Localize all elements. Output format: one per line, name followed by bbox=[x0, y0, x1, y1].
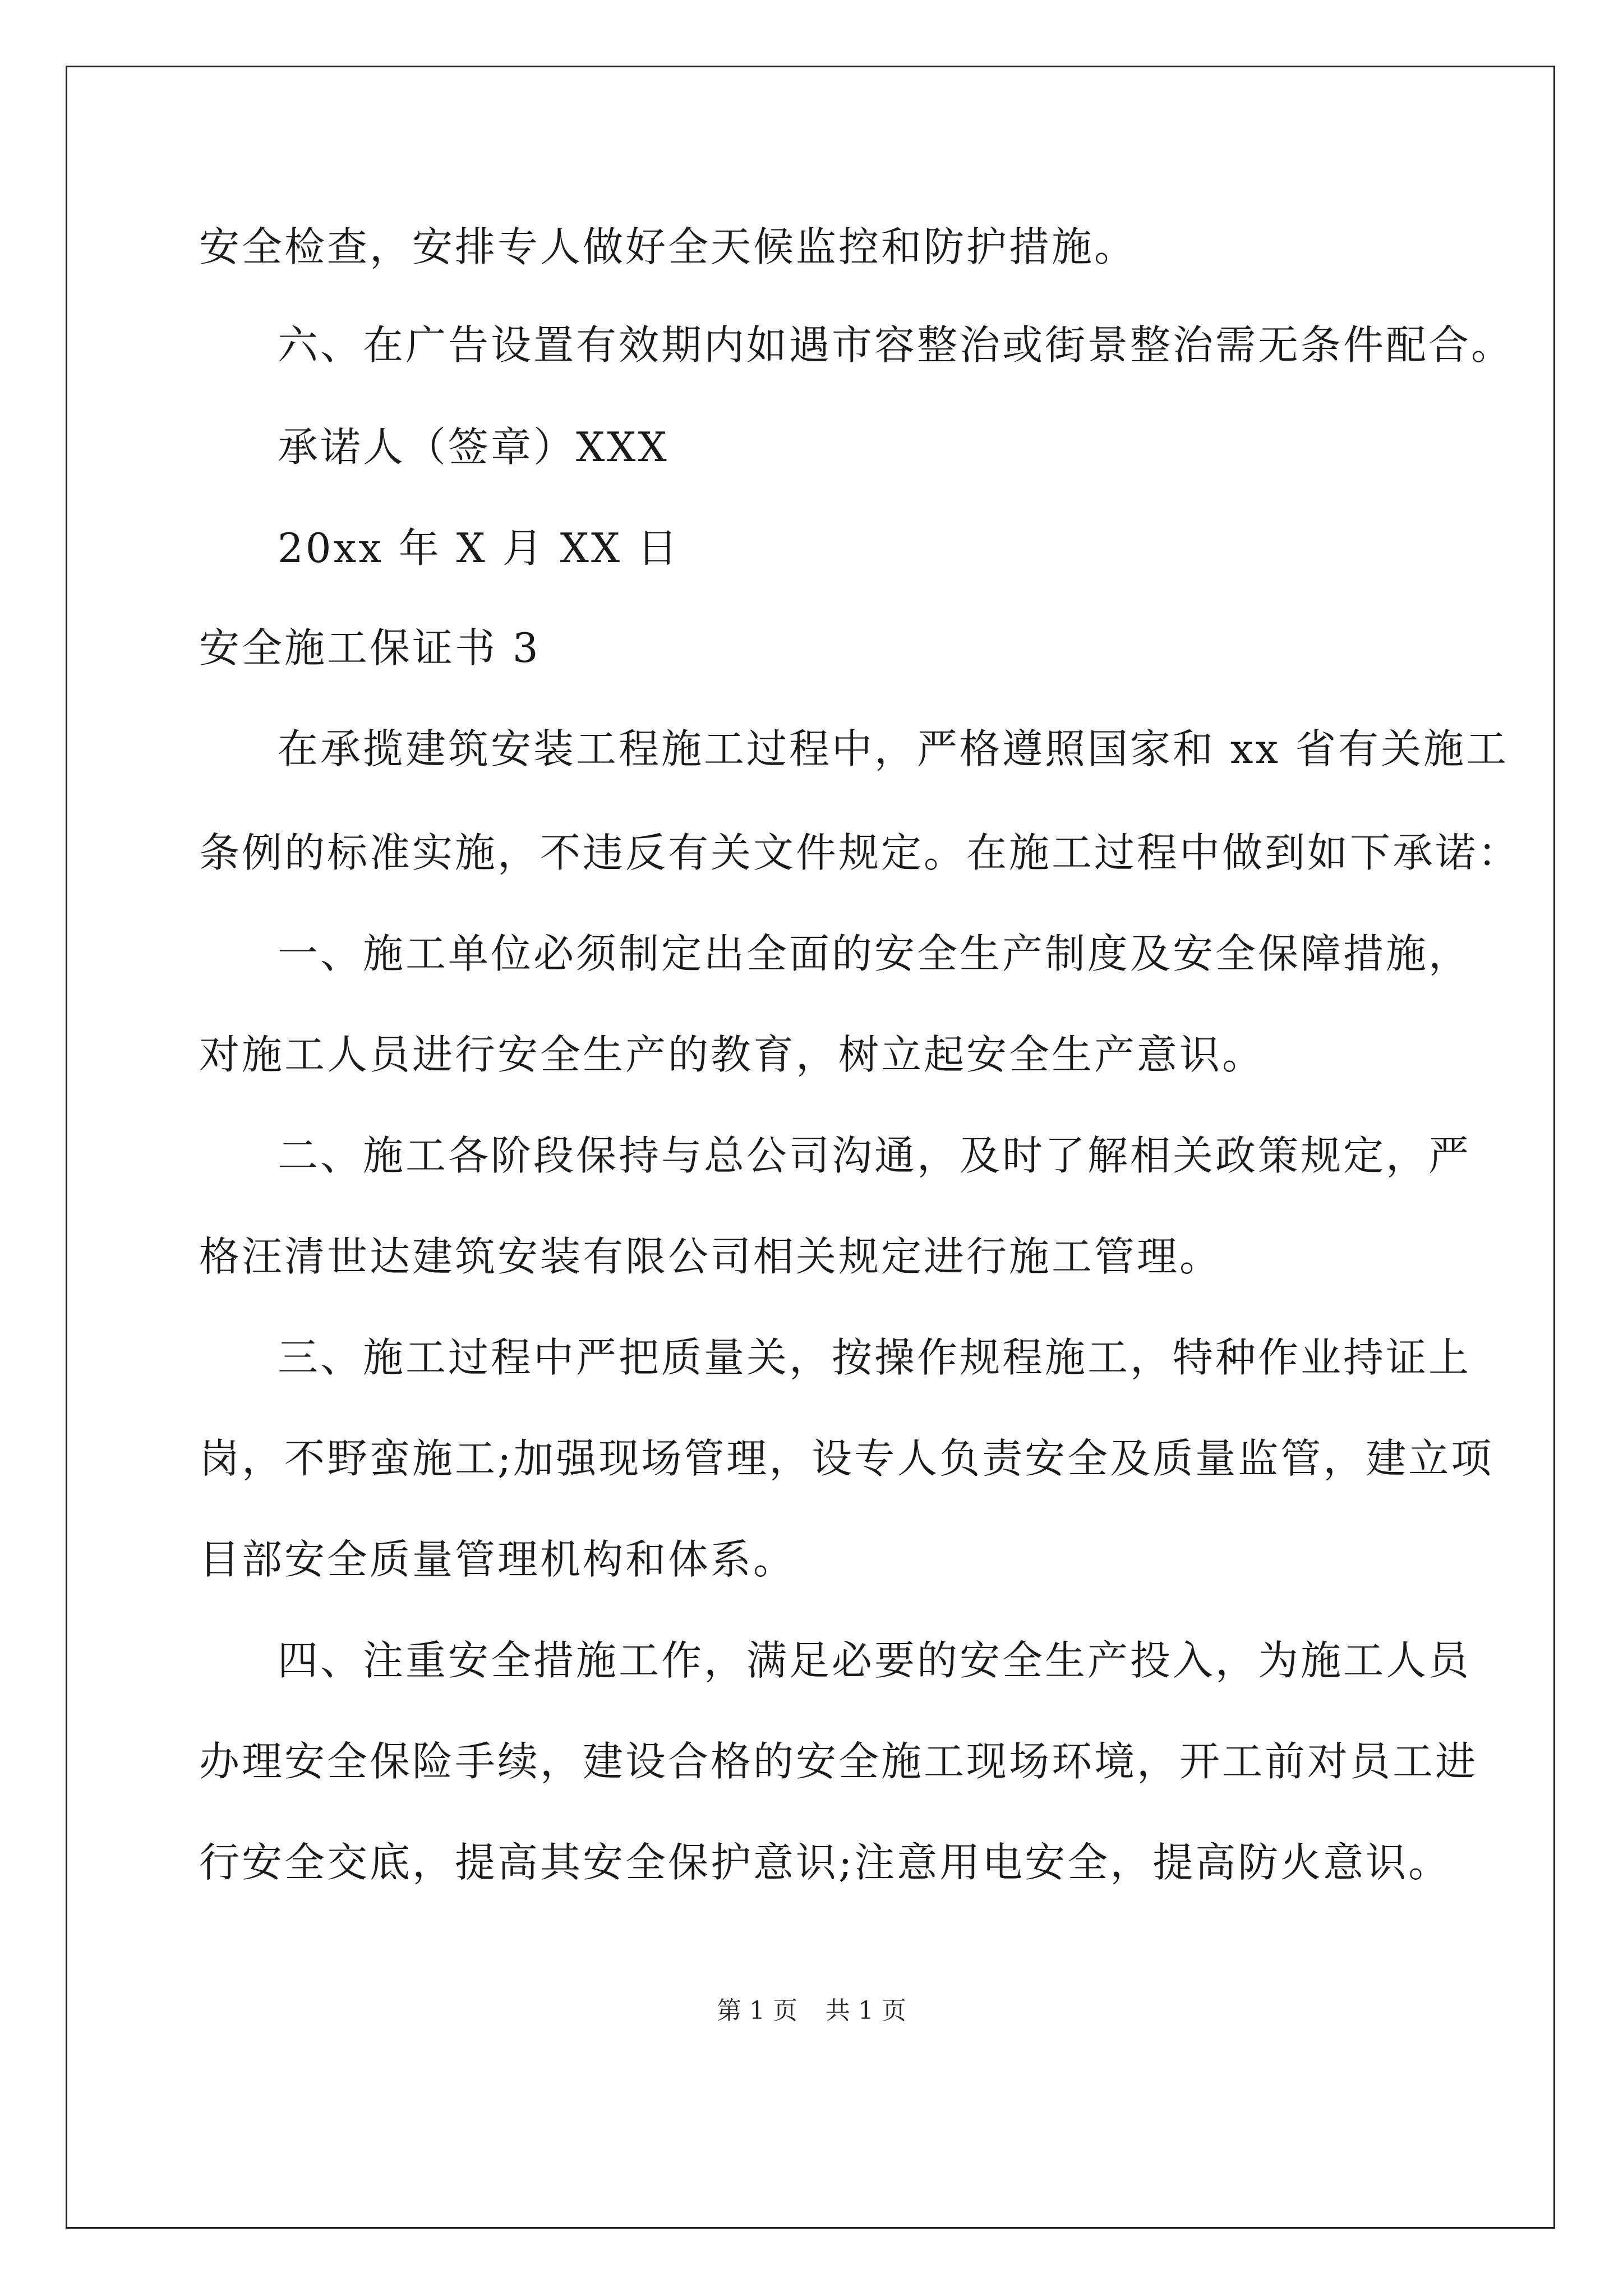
body-line: 办理安全保险手续，建设合格的安全施工现场环境，开工前对员工进 bbox=[199, 1738, 1478, 1785]
body-line: 格汪清世达建筑安装有限公司相关规定进行施工管理。 bbox=[199, 1233, 1223, 1280]
section-heading: 安全施工保证书 3 bbox=[199, 624, 541, 671]
body-line: 安全检查，安排专人做好全天候监控和防护措施。 bbox=[199, 223, 1137, 270]
body-line: 目部安全质量管理机构和体系。 bbox=[199, 1536, 796, 1583]
body-line: 四、注重安全措施工作，满足必要的安全生产投入，为施工人员 bbox=[278, 1637, 1472, 1684]
signature-line: 承诺人（签章）XXX bbox=[278, 424, 669, 471]
body-line: 一、施工单位必须制定出全面的安全生产制度及安全保障措施， bbox=[278, 930, 1472, 977]
page-number: 第 1 页 bbox=[717, 1996, 797, 2025]
body-line: 行安全交底，提高其安全保护意识;注意用电安全，提高防火意识。 bbox=[199, 1839, 1451, 1886]
body-line: 六、在广告设置有效期内如遇市容整治或街景整治需无条件配合。 bbox=[278, 321, 1514, 369]
body-line: 岗，不野蛮施工;加强现场管理，设专人负责安全及质量监管，建立项 bbox=[199, 1435, 1494, 1482]
body-line: 对施工人员进行安全生产的教育，树立起安全生产意识。 bbox=[199, 1031, 1265, 1078]
date-line: 20xx 年 X 月 XX 日 bbox=[278, 524, 680, 572]
body-line: 三、施工过程中严把质量关，按操作规程施工，特种作业持证上 bbox=[278, 1334, 1472, 1381]
body-line: 在承揽建筑安装工程施工过程中，严格遵照国家和 xx 省有关施工 bbox=[278, 725, 1509, 772]
page-footer bbox=[0, 1994, 1623, 2028]
body-line: 二、施工各阶段保持与总公司沟通，及时了解相关政策规定，严 bbox=[278, 1132, 1472, 1179]
body-line: 条例的标准实施，不违反有关文件规定。在施工过程中做到如下承诺： bbox=[199, 829, 1521, 876]
page-total: 共 1 页 bbox=[826, 1996, 906, 2025]
